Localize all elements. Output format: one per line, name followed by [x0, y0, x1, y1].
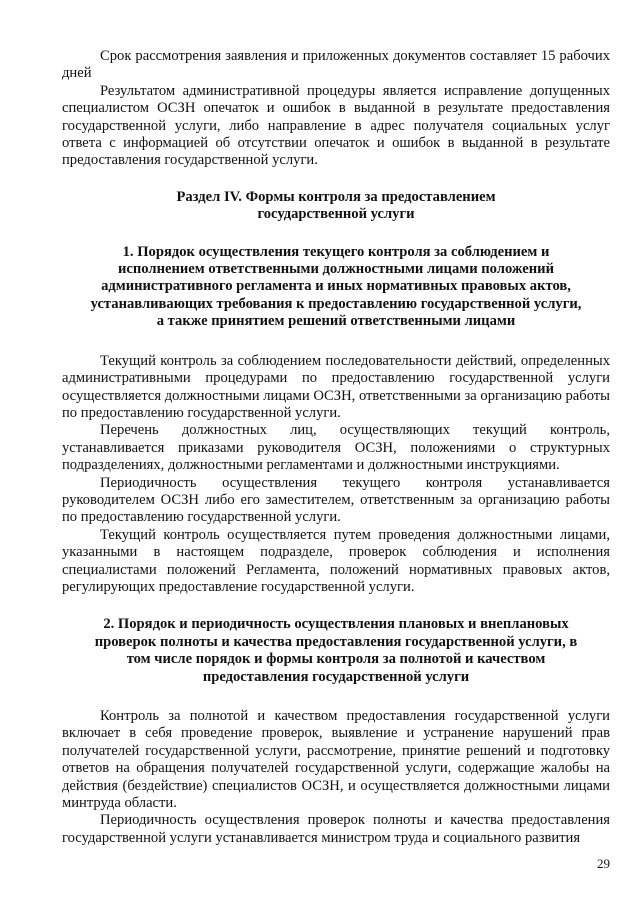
subsection-1-title-line: исполнением ответственными должностными лицами положений — [118, 261, 554, 278]
paragraph-control-periodicity: Периодичность осуществления текущего контроля устанавливается руководителем ОСЗН либо его заместителем, ответственным за организацию работы по предоставлению государственной услуги. — [62, 474, 610, 526]
section-title-line: государственной услуги — [257, 206, 415, 223]
page-number: 29 — [597, 856, 610, 871]
paragraph-current-control: Текущий контроль за соблюдением последовательности действий, определенных административными процедурами по предоставлению государственной услуги осуществляется должностными лицами ОСЗН, ответственными за организацию работы по предоставлению государственной услуги. — [62, 352, 610, 421]
paragraph-inspection-periodicity: Периодичность осуществления проверок полноты и качества предоставления государственной услуги устанавливается министром труда и социального развития — [62, 812, 610, 846]
paragraph-procedure-result: Результатом административной процедуры является исправление допущенных специалистом ОСЗН опечаток и ошибок в выданной в результате предоставления государственной услуги, либо направление в адрес получателя социальных услуг ответа с информацией об отсутствии опечаток и ошибок в выданной в результате предоставления государственной услуги. — [62, 82, 610, 169]
section-title-line: Раздел IV. Формы контроля за предоставлением — [176, 188, 496, 205]
subsection-2-title-line: предоставления государственной услуги — [202, 668, 470, 685]
subsection-1-title-line: а также принятием решений ответственными лицами — [156, 313, 516, 330]
paragraph-review-period: Срок рассмотрения заявления и приложенных документов составляет 15 рабочих дней — [62, 48, 610, 82]
subsection-1-title-line: административного регламента и иных нормативных правовых актов, — [101, 278, 571, 295]
subsection-1-title — [62, 244, 610, 331]
paragraph-quality-control: Контроль за полнотой и качеством предоставления государственной услуги включает в себя проведение проверок, выявление и устранение нарушений прав получателей государственной услуги, рассмотрение, принятие решений и подготовку ответов на обращения получателей государственной услуги, содержащие жалобы на действия (бездействие) специалистов ОСЗН, и осуществляется должностными лицами минтруда области. — [62, 708, 610, 812]
subsection-2-title-line: том числе порядок и формы контроля за полнотой и качеством — [126, 651, 546, 668]
document-page — [62, 48, 610, 847]
subsection-2-title-line: 2. Порядок и периодичность осуществления плановых и внеплановых — [103, 616, 569, 633]
subsection-2-title-line: проверок полноты и качества предоставления государственной услуги, в — [94, 633, 578, 650]
subsection-1-title-line: 1. Порядок осуществления текущего контроля за соблюдением и — [122, 243, 550, 260]
section-title — [62, 189, 610, 224]
subsection-1-title-line: устанавливающих требования к предоставлению государственной услуги, — [90, 295, 582, 312]
paragraph-control-method: Текущий контроль осуществляется путем проведения должностными лицами, указанными в настоящем подразделе, проверок соблюдения и исполнения специалистами положений Регламента, положений нормативных правовых актов, регулирующих предоставление государственной услуги. — [62, 526, 610, 595]
subsection-2-title — [62, 616, 610, 686]
paragraph-officials-list: Перечень должностных лиц, осуществляющих текущий контроль, устанавливается приказами руководителя ОСЗН, положениями о структурных подразделениях, должностными регламентами и должностными инструкциями. — [62, 422, 610, 474]
